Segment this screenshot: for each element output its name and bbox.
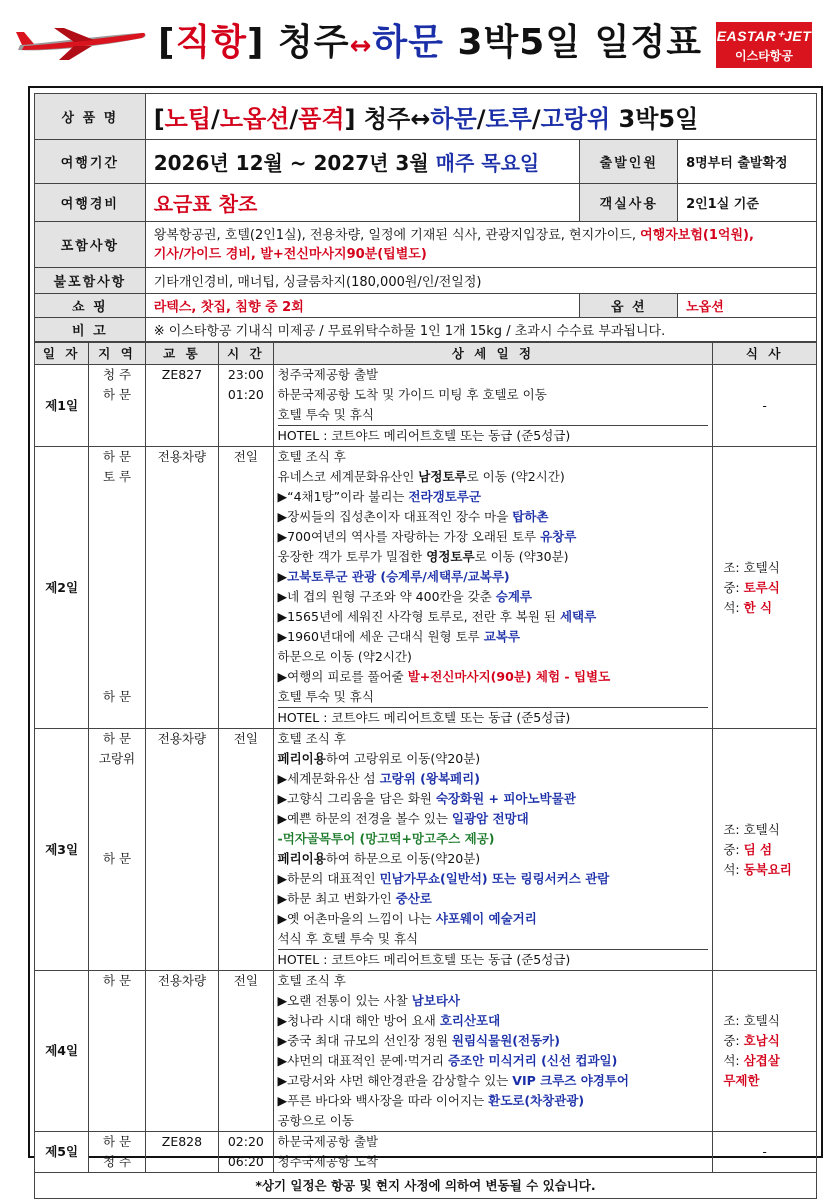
text-segment: 전라갱토루군 [408, 489, 481, 504]
cost-label: 여행경비 [35, 184, 146, 222]
day-times [219, 447, 273, 729]
detail-line [278, 687, 709, 707]
text-segment: 증조안 미식거리 (신선 컵과일) [447, 1053, 618, 1068]
text-segment: ▶700여년의 역사를 자랑하는 가장 오래된 토루 [277, 529, 541, 544]
region-name: 하 문 [102, 387, 132, 402]
day-row [35, 447, 817, 729]
day-label: 제1일 [35, 365, 89, 447]
text-segment: ▶“4채1탕”이라 불리는 [277, 489, 409, 504]
detail-line [278, 527, 709, 547]
product-name-part: / [211, 105, 220, 133]
text-segment: 환도로(차창관광) [488, 1093, 585, 1108]
region-name: 하 문 [102, 1134, 132, 1149]
text-segment: 조: 호텔식 [723, 559, 780, 575]
product-label: 상 품 명 [35, 94, 146, 140]
text-segment: 민남가무쇼(일반석) 또는 링링서커스 관람 [379, 871, 610, 886]
text-segment: ▶고랑서와 샤먼 해안경관을 감상할수 있는 [277, 1073, 513, 1088]
detail-line [278, 889, 709, 909]
exclude-label: 불포함사항 [35, 268, 146, 294]
text-segment: 호텔 투숙 및 휴식 [277, 407, 374, 422]
day-row [35, 365, 817, 447]
room-label: 객실사용 [580, 184, 678, 222]
day-regions [89, 447, 145, 729]
text-segment: 영정토루 [426, 549, 475, 564]
text-segment: 페리이용 [277, 751, 326, 766]
day-meals [713, 971, 817, 1132]
region-name: 하 문 [102, 449, 132, 464]
text-segment: ▶1960년대에 세운 근대식 원형 토루 [277, 629, 484, 644]
detail-line [278, 447, 709, 467]
text-segment: 유창루 [540, 529, 577, 544]
product-name-part: 고랑위 [540, 105, 611, 133]
day-details [273, 1132, 713, 1173]
text-segment: ▶고향식 그리움을 담은 화원 [277, 791, 436, 806]
time-value: 전일 [233, 731, 258, 746]
text-segment: 세택루 [559, 609, 597, 624]
region-name: 청 주 [102, 1154, 132, 1169]
period-label: 여행기간 [35, 140, 146, 184]
text-segment: ▶세계문화유산 섬 [277, 771, 380, 786]
detail-line [278, 789, 709, 809]
text-segment: 하여 고랑위로 이동(약20분) [325, 751, 481, 766]
text-segment: ▶중국 최대 규모의 선인장 정원 [277, 1033, 452, 1048]
product-name-part: ] 청주↔ [344, 105, 431, 133]
text-segment: 호텔 조식 후 [277, 731, 346, 746]
text-segment: 조: 호텔식 [723, 1013, 780, 1028]
detail-line [278, 1132, 709, 1152]
region-name [89, 769, 144, 789]
period-value: 2026년 12월 ~ 2027년 3월 매주 목요일 [145, 140, 580, 184]
detail-line [278, 829, 709, 849]
text-segment: ▶1565년에 세워진 사각형 토루로, 전란 후 복원 된 [277, 609, 560, 624]
day-transport: 전용차량 [145, 729, 218, 971]
shopping-value: 라텍스, 찻집, 침향 중 2회 [145, 294, 580, 318]
text-segment: ▶청나라 시대 해안 방어 요새 [277, 1013, 440, 1028]
region-name [89, 667, 144, 687]
product-name-part: 노옵션 [219, 105, 290, 133]
detail-line [278, 749, 709, 769]
detail-line [278, 1071, 709, 1091]
region-name [89, 607, 144, 627]
text-segment: 무제한 [723, 1073, 760, 1088]
header-transport: 교 통 [145, 343, 218, 365]
text-segment: 원림식물원(전동카) [451, 1033, 560, 1048]
text-segment: 샤포웨이 예술거리 [435, 911, 537, 926]
detail-line [278, 487, 709, 507]
header-detail: 상 세 일 정 [273, 343, 713, 365]
region-name [89, 789, 144, 809]
exclude-value: 기타개인경비, 매너팁, 싱글룸차지(180,000원/인/전일정) [145, 268, 816, 294]
text-segment: ▶네 겹의 원형 구조와 약 400칸을 갖춘 [277, 589, 496, 604]
product-name-part: / [476, 105, 486, 133]
header-date: 일 자 [35, 343, 89, 365]
remark-label: 비 고 [35, 318, 146, 342]
detail-line [278, 365, 709, 385]
day-transport: ZE828 [145, 1132, 218, 1173]
text-segment: ▶샤먼의 대표적인 문예·먹거리 [277, 1053, 448, 1068]
meal-line [723, 578, 816, 598]
detail-line [278, 849, 709, 869]
region-name: 하 문 [102, 689, 132, 704]
product-name-part: 노팁 [164, 105, 212, 133]
shopping-label: 쇼 핑 [35, 294, 146, 318]
detail-line [278, 1051, 709, 1071]
time-value: 전일 [233, 973, 258, 988]
option-label: 옵 션 [580, 294, 678, 318]
text-segment: ▶오랜 전통이 있는 사찰 [277, 993, 412, 1008]
detail-line [278, 627, 709, 647]
detail-line [278, 607, 709, 627]
depart-label: 출발인원 [580, 140, 678, 184]
meal-line [723, 820, 816, 840]
meal-line [723, 1031, 816, 1051]
product-name-part: 품격 [298, 105, 345, 133]
day-meals: - [713, 365, 817, 447]
itinerary-frame [28, 86, 823, 1193]
detail-line [278, 587, 709, 607]
cost-value: 요금표 참조 [145, 184, 580, 222]
detail-line [278, 809, 709, 829]
product-name [145, 94, 816, 140]
text-segment: 토루식 [743, 579, 780, 595]
day-transport: ZE827 [145, 365, 218, 447]
text-segment: ▶옛 어촌마을의 느낌이 나는 [277, 911, 436, 926]
text-segment: 고랑위 (왕복페리) [379, 771, 480, 786]
text-segment: 교복루 [483, 629, 520, 644]
text-segment: 숙장화원 + 피아노박물관 [435, 791, 576, 806]
text-segment: 승계루 [495, 589, 533, 604]
day-label: 제4일 [35, 971, 89, 1132]
day-transport: 전용차량 [145, 447, 218, 729]
text-segment: 로 이동 (약2시간) [466, 469, 565, 484]
day-details [273, 729, 713, 971]
text-segment: ▶푸른 바다와 백사장을 따라 이어지는 [277, 1093, 489, 1108]
day-times [219, 365, 273, 447]
text-segment: 청주국제공항 출발 [277, 367, 379, 382]
page-title: [직항] 청주↔하문 3박5일 일정표 [158, 22, 702, 63]
region-name [89, 487, 144, 507]
region-name [89, 809, 144, 829]
region-name: 하 문 [102, 731, 132, 746]
detail-line [278, 1011, 709, 1031]
text-segment: 호텔 조식 후 [277, 973, 346, 988]
eastar-jet-logo: EASTAR⁺JET 이스타항공 [716, 22, 812, 68]
text-segment: 하여 하문으로 이동(약20분) [325, 851, 481, 866]
text-segment: 고북토루군 관광 (승계루/세택루/교복루) [287, 569, 510, 584]
region-name: 토 루 [102, 469, 132, 484]
text-segment: 석: [723, 861, 744, 877]
detail-line [278, 405, 709, 425]
text-segment: 탑하촌 [512, 509, 549, 524]
day-label: 제2일 [35, 447, 89, 729]
text-segment: 중: [723, 579, 744, 595]
region-name [89, 547, 144, 567]
region-name: 청 주 [102, 367, 132, 382]
time-value: 06:20 [227, 1154, 264, 1169]
time-value: 02:20 [227, 1134, 264, 1149]
detail-line [278, 567, 709, 587]
product-name-part: / [531, 105, 541, 133]
meal-line [723, 1071, 816, 1091]
day-details [273, 971, 713, 1132]
day-label: 제3일 [35, 729, 89, 971]
text-segment: -먹자골목투어 (망고떡+망고주스 제공) [277, 831, 495, 846]
text-segment: 하문국제공항 출발 [277, 1134, 379, 1149]
text-segment: 호텔 조식 후 [277, 449, 346, 464]
detail-line [278, 1031, 709, 1051]
option-value: 노옵션 [678, 294, 817, 318]
hotel-line: HOTEL : 코트야드 메리어트호텔 또는 동급 (준5성급) [278, 707, 709, 728]
detail-line [278, 385, 709, 405]
day-times [219, 729, 273, 971]
region-name [89, 587, 144, 607]
include-value: 왕복항공권, 호텔(2인1실), 전용차량, 일정에 기재된 식사, 관광지입장료, 현지가이드, 여행자보험(1억원), 기사/가이드 경비, 발+전신마사지90분(팁별도) [145, 222, 816, 268]
text-segment: ▶장씨들의 집성촌이자 대표적인 장수 마을 [277, 509, 513, 524]
detail-line [278, 547, 709, 567]
depart-value: 8명부터 출발확정 [678, 140, 817, 184]
detail-line [278, 929, 709, 949]
text-segment: 호텔 투숙 및 휴식 [277, 689, 374, 704]
region-name [89, 527, 144, 547]
text-segment: 로 이동 (약30분) [474, 549, 569, 564]
info-table [34, 93, 817, 342]
day-details [273, 365, 713, 447]
header-time: 시 간 [219, 343, 273, 365]
detail-line [278, 647, 709, 667]
detail-line [278, 869, 709, 889]
text-segment: ▶예쁜 하문의 전경을 볼수 있는 [277, 811, 452, 826]
text-segment: 석식 후 호텔 투숙 및 휴식 [277, 931, 419, 946]
product-name-part: 하문 [430, 105, 477, 133]
text-segment: 하문국제공항 도착 및 가이드 미팅 후 호텔로 이동 [277, 387, 547, 402]
text-segment: 웅장한 객가 토루가 밀접한 [277, 549, 427, 564]
text-segment: 한 식 [743, 599, 773, 615]
time-value: 전일 [233, 449, 258, 464]
text-segment: 남보타사 [411, 993, 461, 1008]
detail-line [278, 507, 709, 527]
text-segment: 중: [723, 841, 744, 857]
text-segment: 공항으로 이동 [277, 1113, 354, 1128]
room-value: 2인1실 기준 [678, 184, 817, 222]
header-region: 지 역 [89, 343, 145, 365]
text-segment: 딤 섬 [743, 841, 773, 857]
text-segment: ▶하문의 대표적인 [277, 871, 380, 886]
product-name-part: 3박5일 [610, 105, 699, 133]
detail-line [278, 991, 709, 1011]
day-regions [89, 1132, 145, 1173]
text-segment: 동북요리 [743, 861, 792, 877]
detail-line [278, 467, 709, 487]
page-header [0, 0, 835, 80]
day-row [35, 1132, 817, 1173]
day-regions [89, 729, 145, 971]
text-segment: VIP 크루즈 야경투어 [512, 1073, 629, 1088]
schedule-footer-note: *상기 일정은 항공 및 현지 사정에 의하여 변동될 수 있습니다. [35, 1173, 817, 1199]
text-segment: 삼겹살 [743, 1053, 780, 1068]
time-value: 23:00 [227, 367, 264, 382]
product-name-part: 토루 [485, 105, 532, 133]
schedule-header-row [35, 343, 817, 365]
region-name [89, 567, 144, 587]
text-segment: ▶하문 최고 번화가인 [277, 891, 396, 906]
day-meals [713, 729, 817, 971]
meal-line [723, 860, 816, 880]
detail-line [278, 667, 709, 687]
day-row [35, 729, 817, 971]
text-segment: 호남식 [743, 1033, 780, 1048]
schedule-table [34, 342, 817, 1199]
day-meals [713, 447, 817, 729]
day-meals: - [713, 1132, 817, 1173]
text-segment: 남정토루 [418, 469, 467, 484]
airplane-icon [14, 22, 149, 62]
region-name: 하 문 [102, 973, 132, 988]
text-segment: 일광암 전망대 [451, 811, 529, 826]
text-segment: 유네스코 세계문화유산인 [277, 469, 419, 484]
text-segment: ▶ [277, 569, 288, 584]
remark-value: ※ 이스타항공 기내식 미제공 / 무료위탁수하물 1인 1개 15kg / 초과시 수수료 부과됩니다. [145, 318, 816, 342]
day-transport: 전용차량 [145, 971, 218, 1132]
time-value: 01:20 [227, 387, 264, 402]
text-segment: 하문으로 이동 (약2시간) [277, 649, 412, 664]
day-regions [89, 971, 145, 1132]
day-label: 제5일 [35, 1132, 89, 1173]
detail-line [278, 729, 709, 749]
detail-line [278, 1152, 709, 1172]
meal-line [723, 1051, 816, 1071]
region-name: 고랑위 [98, 751, 136, 766]
text-segment: 청주국제공항 도착 [277, 1154, 379, 1169]
text-segment: 석: [723, 599, 744, 615]
text-segment: ▶여행의 피로를 풀어줄 [277, 669, 408, 684]
text-segment: 페리이용 [277, 851, 326, 866]
detail-line [278, 1111, 709, 1131]
product-name-part: [ [153, 105, 165, 133]
region-name [89, 647, 144, 667]
text-segment: 석: [723, 1053, 744, 1068]
hotel-line: HOTEL : 코트야드 메리어트호텔 또는 동급 (준5성급) [278, 949, 709, 970]
header-meal: 식 사 [713, 343, 817, 365]
meal-line [723, 558, 816, 578]
region-name [89, 627, 144, 647]
meal-line [723, 598, 816, 618]
day-times [219, 971, 273, 1132]
detail-line [278, 909, 709, 929]
day-times [219, 1132, 273, 1173]
region-name [89, 507, 144, 527]
period-day: 매주 목요일 [435, 151, 540, 175]
text-segment: 중: [723, 1033, 744, 1048]
detail-line [278, 971, 709, 991]
region-name: 하 문 [102, 851, 132, 866]
detail-line [278, 769, 709, 789]
product-name-part: / [289, 105, 299, 133]
region-name [89, 829, 144, 849]
text-segment: 조: 호텔식 [723, 821, 780, 837]
text-segment: 중산로 [395, 891, 432, 906]
meal-line [723, 1011, 816, 1031]
detail-line [278, 1091, 709, 1111]
day-regions [89, 365, 145, 447]
text-segment: 발+전신마사지(90분) 체험 - 팁별도 [407, 669, 611, 684]
hotel-line: HOTEL : 코트야드 메리어트호텔 또는 동급 (준5성급) [278, 425, 709, 446]
include-label: 포함사항 [35, 222, 146, 268]
day-details [273, 447, 713, 729]
text-segment: 호리산포대 [439, 1013, 501, 1028]
day-row [35, 971, 817, 1132]
meal-line [723, 840, 816, 860]
